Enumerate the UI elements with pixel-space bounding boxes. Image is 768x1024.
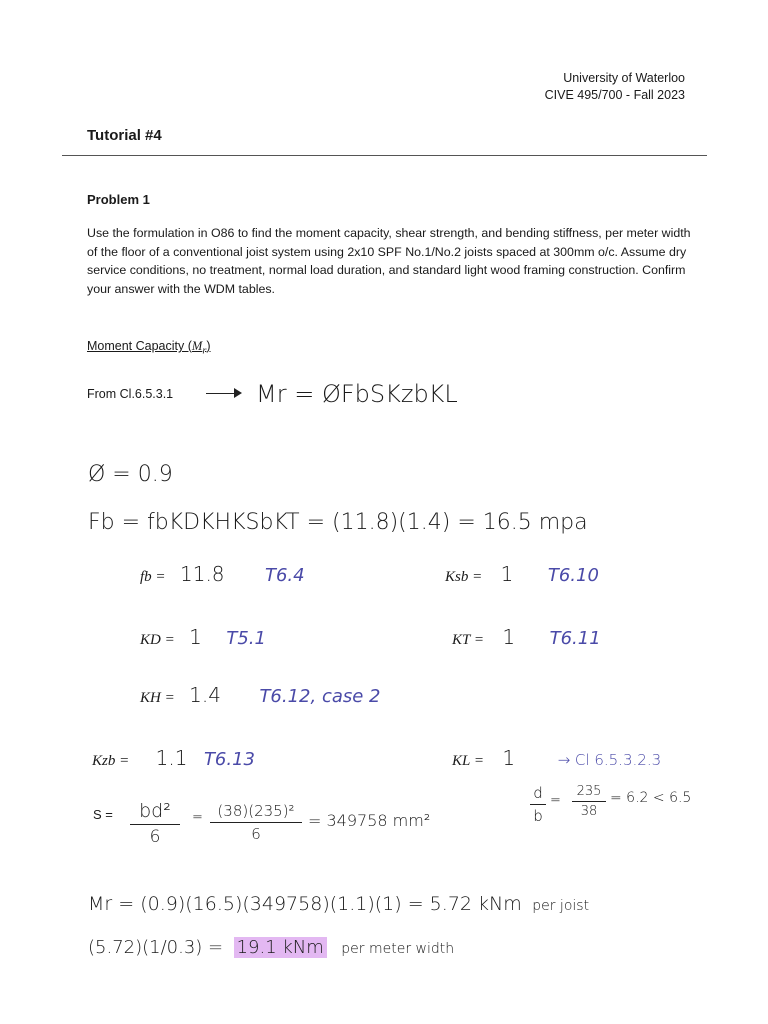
- phi-value: 0.9: [137, 462, 173, 487]
- kzb-label: Kzb =: [92, 753, 130, 769]
- kh-label: KH =: [140, 690, 175, 706]
- kl-value: 1: [502, 746, 516, 770]
- kzb-line: [92, 746, 255, 770]
- fb-value: 11.8: [180, 562, 225, 586]
- kh-value: 1.4: [189, 683, 221, 707]
- kd-label: KD =: [140, 632, 175, 648]
- kt-line: [452, 625, 601, 649]
- section-heading-close: ): [206, 339, 211, 353]
- s-values-den: 6: [251, 825, 261, 843]
- kd-line: [140, 625, 266, 649]
- fb-ref: T6.4: [264, 565, 305, 586]
- per-meter-expression: (5.72)(1/0.3) =: [88, 937, 224, 958]
- section-heading: [87, 339, 211, 357]
- db-result: = 6.2 < 6.5: [610, 790, 692, 806]
- db-den: b: [533, 807, 543, 825]
- mr-expression: Mr = (0.9)(16.5)(349758)(1.1)(1) = 5.72 kNm: [88, 893, 522, 915]
- s-result: = 349758 mm²: [308, 811, 431, 830]
- db-values-den: 38: [580, 804, 598, 819]
- db-num: d: [533, 784, 543, 802]
- arrow-head-icon: [234, 388, 242, 398]
- db-fraction: [530, 784, 546, 825]
- db-values-num: 235: [576, 784, 602, 799]
- mr-line: [88, 893, 589, 915]
- per-meter-line: [88, 937, 454, 958]
- s-label: S =: [93, 807, 113, 822]
- db-values-fraction: [572, 784, 606, 819]
- s-values-fraction: [210, 802, 302, 843]
- kt-label: KT =: [452, 632, 484, 648]
- ksb-value: 1: [500, 562, 514, 586]
- course-name: CIVE 495/700 - Fall 2023: [544, 88, 685, 102]
- section-symbol-sub: r: [202, 345, 207, 357]
- clause-label: From Cl.6.5.3.1: [87, 387, 174, 401]
- per-meter-suffix: per meter width: [341, 941, 455, 957]
- s-num: bd²: [139, 800, 171, 822]
- kt-value: 1: [502, 625, 516, 649]
- ksb-line: [445, 562, 599, 586]
- fb-cap-line: [88, 510, 588, 535]
- phi-line: [88, 462, 173, 487]
- s-den: 6: [149, 827, 161, 847]
- kd-value: 1: [189, 625, 202, 649]
- db-eq-sign: =: [550, 793, 561, 808]
- kd-ref: T5.1: [226, 628, 266, 649]
- page-title: Tutorial #4: [87, 127, 162, 144]
- ksb-label: Ksb =: [445, 569, 483, 585]
- kh-ref: T6.12, case 2: [259, 686, 381, 707]
- university-name: University of Waterloo: [563, 71, 685, 85]
- title-divider: [62, 155, 707, 156]
- problem-text: Use the formulation in O86 to find the moment capacity, shear strength, and bending stiffness, per meter width of the floor of a conventional joist system using 2x10 SPF No.1/No.2 joists spaced at 300mm o/c. Assume dry service conditions, no treatment, normal load duration, and standard light wood framing construction. Confirm your answer with the WDM tables.: [87, 226, 691, 296]
- kh-line: [140, 683, 381, 707]
- fb-cap-expression: fbKDKHKSbKT = (11.8)(1.4) = 16.5 mpa: [147, 510, 588, 535]
- s-fraction: [130, 800, 180, 847]
- mr-formula: Mr = ØFbSKzbKL: [256, 380, 458, 408]
- ksb-ref: T6.10: [547, 565, 599, 586]
- kl-label: KL =: [452, 753, 484, 769]
- s-values-num: (38)(235)²: [217, 802, 295, 820]
- section-heading-text: Moment Capacity (: [87, 339, 192, 353]
- phi-label: Ø =: [88, 462, 131, 487]
- kzb-ref: T6.13: [203, 749, 256, 770]
- s-eq-sign: =: [192, 810, 203, 825]
- kzb-value: 1.1: [155, 746, 188, 770]
- header-info: [545, 70, 685, 104]
- fb-label: fb =: [140, 569, 166, 585]
- per-meter-value: 19.1 kNm: [234, 937, 327, 958]
- kt-ref: T6.11: [549, 628, 601, 649]
- fb-line: [140, 562, 305, 586]
- mr-suffix: per joist: [532, 898, 590, 914]
- kl-line: [452, 746, 661, 770]
- kl-ref: → Cl 6.5.3.2.3: [557, 751, 662, 769]
- section-symbol: M: [191, 339, 203, 353]
- problem-heading: Problem 1: [87, 192, 150, 207]
- fb-cap-label: Fb =: [88, 510, 141, 535]
